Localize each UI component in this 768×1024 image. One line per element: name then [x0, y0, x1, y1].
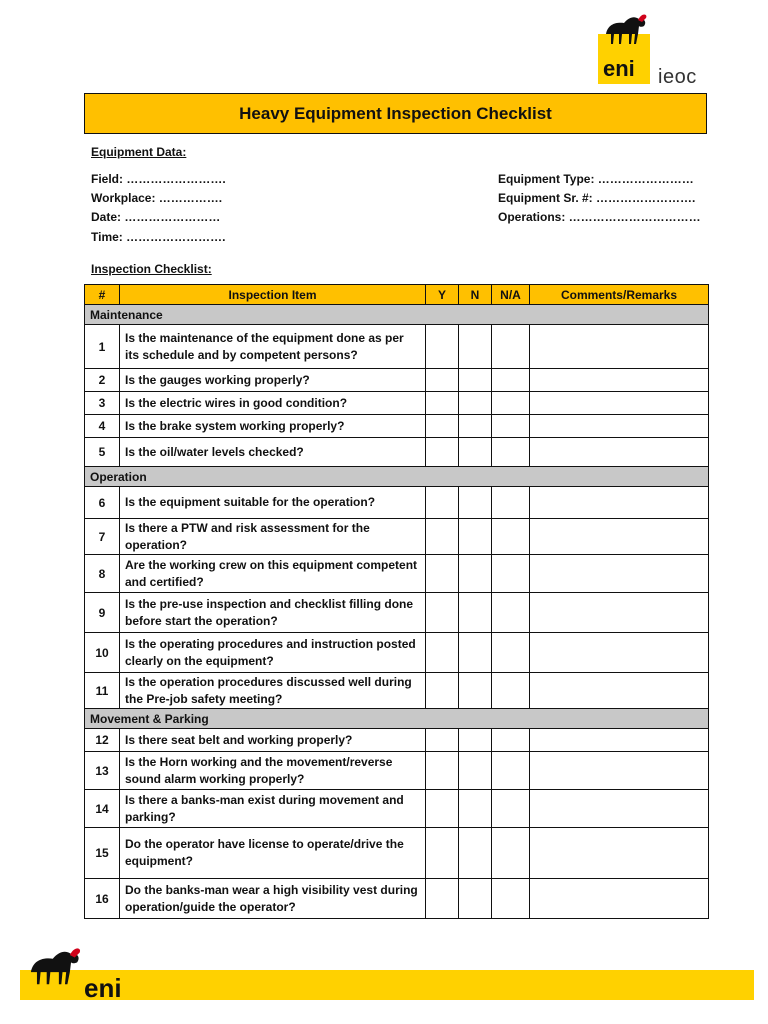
row-number: 7 — [85, 519, 120, 555]
na-cell[interactable] — [492, 593, 530, 633]
comments-cell[interactable] — [530, 790, 709, 828]
inspection-item: Is the electric wires in good condition? — [120, 392, 426, 415]
comments-cell[interactable] — [530, 633, 709, 673]
no-cell[interactable] — [459, 729, 492, 752]
row-number: 6 — [85, 487, 120, 519]
inspection-item: Is there seat belt and working properly? — [120, 729, 426, 752]
table-row — [85, 879, 709, 919]
inspection-item: Is the operation procedures discussed well during the Pre-job safety meeting? — [120, 673, 426, 709]
inspection-item: Do the operator have license to operate/drive the equipment? — [120, 828, 426, 879]
group-row — [85, 467, 709, 487]
column-header-comments: Comments/Remarks — [530, 285, 709, 305]
group-row — [85, 709, 709, 729]
na-cell[interactable] — [492, 633, 530, 673]
row-number: 16 — [85, 879, 120, 919]
na-cell[interactable] — [492, 879, 530, 919]
inspection-item: Is the maintenance of the equipment done as per its schedule and by competent persons? — [120, 325, 426, 369]
na-cell[interactable] — [492, 487, 530, 519]
group-label: Movement & Parking — [85, 709, 709, 729]
equipment-serial-field[interactable]: Equipment Sr. #: ……………………. — [498, 191, 696, 205]
page-title: Heavy Equipment Inspection Checklist — [84, 93, 707, 134]
eni-wordmark: eni — [603, 56, 635, 81]
na-cell[interactable] — [492, 828, 530, 879]
na-cell[interactable] — [492, 673, 530, 709]
comments-cell[interactable] — [530, 392, 709, 415]
inspection-item: Is the equipment suitable for the operation? — [120, 487, 426, 519]
six-legged-dog-icon — [602, 12, 648, 46]
column-header-na: N/A — [492, 285, 530, 305]
inspection-checklist-table — [84, 284, 709, 919]
na-cell[interactable] — [492, 790, 530, 828]
no-cell[interactable] — [459, 879, 492, 919]
yes-cell[interactable] — [426, 828, 459, 879]
inspection-item: Is the pre-use inspection and checklist filling done before start the operation? — [120, 593, 426, 633]
yes-cell[interactable] — [426, 729, 459, 752]
field-field[interactable]: Field: ……………………. — [91, 172, 226, 186]
group-row — [85, 305, 709, 325]
comments-cell[interactable] — [530, 673, 709, 709]
row-number: 14 — [85, 790, 120, 828]
table-row — [85, 790, 709, 828]
table-row — [85, 555, 709, 593]
group-label: Maintenance — [85, 305, 709, 325]
row-number: 9 — [85, 593, 120, 633]
operations-field[interactable]: Operations: …………………………… — [498, 210, 701, 224]
table-row — [85, 392, 709, 415]
no-cell[interactable] — [459, 438, 492, 467]
comments-cell[interactable] — [530, 729, 709, 752]
no-cell[interactable] — [459, 673, 492, 709]
comments-cell[interactable] — [530, 369, 709, 392]
row-number: 10 — [85, 633, 120, 673]
na-cell[interactable] — [492, 325, 530, 369]
inspection-item: Is the brake system working properly? — [120, 415, 426, 438]
na-cell[interactable] — [492, 415, 530, 438]
equipment-data-heading: Equipment Data: — [91, 145, 187, 159]
comments-cell[interactable] — [530, 555, 709, 593]
comments-cell[interactable] — [530, 752, 709, 790]
table-row — [85, 633, 709, 673]
no-cell[interactable] — [459, 633, 492, 673]
table-row — [85, 673, 709, 709]
row-number: 3 — [85, 392, 120, 415]
yes-cell[interactable] — [426, 633, 459, 673]
table-row — [85, 729, 709, 752]
inspection-item: Is the oil/water levels checked? — [120, 438, 426, 467]
yes-cell[interactable] — [426, 519, 459, 555]
row-number: 8 — [85, 555, 120, 593]
comments-cell[interactable] — [530, 519, 709, 555]
ieoc-wordmark: ieoc — [658, 66, 697, 88]
column-header-item: Inspection Item — [120, 285, 426, 305]
row-number: 13 — [85, 752, 120, 790]
na-cell[interactable] — [492, 369, 530, 392]
yes-cell[interactable] — [426, 392, 459, 415]
row-number: 15 — [85, 828, 120, 879]
comments-cell[interactable] — [530, 828, 709, 879]
yes-cell[interactable] — [426, 369, 459, 392]
workplace-field[interactable]: Workplace: ……………. — [91, 191, 223, 205]
na-cell[interactable] — [492, 752, 530, 790]
inspection-item: Is the operating procedures and instruction posted clearly on the equipment? — [120, 633, 426, 673]
no-cell[interactable] — [459, 487, 492, 519]
yes-cell[interactable] — [426, 752, 459, 790]
yes-cell[interactable] — [426, 415, 459, 438]
row-number: 4 — [85, 415, 120, 438]
time-field[interactable]: Time: ……………………. — [91, 230, 226, 244]
row-number: 2 — [85, 369, 120, 392]
comments-cell[interactable] — [530, 593, 709, 633]
yes-cell[interactable] — [426, 487, 459, 519]
inspection-item: Is the gauges working properly? — [120, 369, 426, 392]
table-row — [85, 828, 709, 879]
na-cell[interactable] — [492, 729, 530, 752]
no-cell[interactable] — [459, 555, 492, 593]
table-row — [85, 369, 709, 392]
no-cell[interactable] — [459, 392, 492, 415]
date-field[interactable]: Date: …………………… — [91, 210, 221, 224]
inspection-item: Do the banks-man wear a high visibility vest during operation/guide the operator? — [120, 879, 426, 919]
na-cell[interactable] — [492, 438, 530, 467]
table-row — [85, 438, 709, 467]
table-row — [85, 487, 709, 519]
comments-cell[interactable] — [530, 325, 709, 369]
inspection-item: Are the working crew on this equipment competent and certified? — [120, 555, 426, 593]
yes-cell[interactable] — [426, 879, 459, 919]
yes-cell[interactable] — [426, 555, 459, 593]
equipment-type-field[interactable]: Equipment Type: …………………… — [498, 172, 694, 186]
inspection-item: Is there a PTW and risk assessment for the operation? — [120, 519, 426, 555]
table-header-row — [85, 285, 709, 305]
row-number: 1 — [85, 325, 120, 369]
no-cell[interactable] — [459, 790, 492, 828]
column-header-number: # — [85, 285, 120, 305]
no-cell[interactable] — [459, 325, 492, 369]
yes-cell[interactable] — [426, 790, 459, 828]
comments-cell[interactable] — [530, 879, 709, 919]
comments-cell[interactable] — [530, 487, 709, 519]
na-cell[interactable] — [492, 555, 530, 593]
row-number: 11 — [85, 673, 120, 709]
no-cell[interactable] — [459, 752, 492, 790]
na-cell[interactable] — [492, 392, 530, 415]
no-cell[interactable] — [459, 415, 492, 438]
eni-ieoc-logo — [598, 6, 708, 88]
inspection-item: Is the Horn working and the movement/reverse sound alarm working properly? — [120, 752, 426, 790]
inspection-item: Is there a banks-man exist during movement and parking? — [120, 790, 426, 828]
comments-cell[interactable] — [530, 438, 709, 467]
footer-eni-logo — [26, 945, 136, 1005]
no-cell[interactable] — [459, 828, 492, 879]
column-header-yes: Y — [426, 285, 459, 305]
group-label: Operation — [85, 467, 709, 487]
footer-eni-wordmark: eni — [84, 973, 122, 1003]
yes-cell[interactable] — [426, 593, 459, 633]
na-cell[interactable] — [492, 519, 530, 555]
yes-cell[interactable] — [426, 325, 459, 369]
table-row — [85, 325, 709, 369]
table-row — [85, 415, 709, 438]
table-row — [85, 752, 709, 790]
row-number: 5 — [85, 438, 120, 467]
table-row — [85, 593, 709, 633]
yes-cell[interactable] — [426, 438, 459, 467]
no-cell[interactable] — [459, 519, 492, 555]
six-legged-dog-icon — [26, 945, 82, 987]
no-cell[interactable] — [459, 593, 492, 633]
no-cell[interactable] — [459, 369, 492, 392]
row-number: 12 — [85, 729, 120, 752]
inspection-checklist-heading: Inspection Checklist: — [91, 262, 212, 276]
comments-cell[interactable] — [530, 415, 709, 438]
column-header-no: N — [459, 285, 492, 305]
yes-cell[interactable] — [426, 673, 459, 709]
table-row — [85, 519, 709, 555]
